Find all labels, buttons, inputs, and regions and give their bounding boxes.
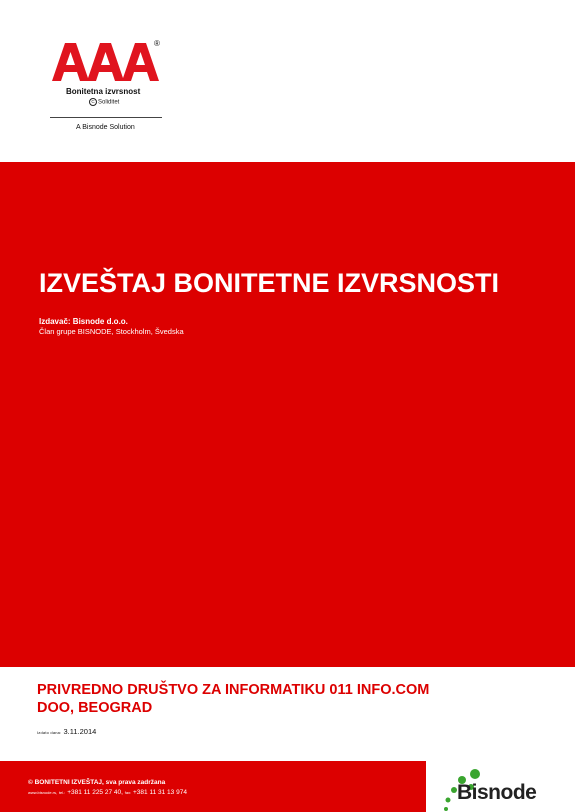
issued-date-line [37, 727, 96, 736]
soliditet-c-icon: C [89, 98, 97, 106]
footer-tel: +381 11 225 27 40, [67, 789, 123, 796]
aaa-logo-icon [50, 38, 162, 84]
logo-divider [50, 117, 162, 118]
company-name [37, 681, 557, 717]
footer-tel-label: tel.: [58, 790, 66, 795]
footer-band [0, 761, 426, 812]
footer-fax-label: fax: [124, 790, 132, 795]
publisher-line: Izdavač: Bisnode d.o.o. [39, 317, 128, 326]
title-band [0, 162, 575, 667]
footer-website: www.bisnode.rs, [28, 790, 58, 795]
logo-brand-text: Bonitetna izvrsnost [66, 87, 141, 96]
registered-mark: ® [154, 39, 160, 48]
footer-copyright: © BONITETNI IZVEŠTAJ, sva prava zadržana [28, 779, 166, 786]
bisnode-logo-text: Bisnode [457, 781, 537, 804]
company-name-line1: PRIVREDNO DRUŠTVO ZA INFORMATIKU 011 INFO.COM [37, 682, 430, 698]
bisnode-logo [426, 761, 575, 812]
footer-contact [28, 789, 187, 796]
footer-fax: +381 11 31 13 974 [133, 789, 187, 796]
member-line: Član grupe BISNODE, Stockholm, Švedska [39, 327, 184, 336]
company-name-line2: DOO, BEOGRAD [37, 700, 153, 716]
issued-label: Izdato dana: [37, 730, 62, 735]
logo-bisnode-solution: A Bisnode Solution [76, 124, 135, 131]
issued-date: 3.11.2014 [63, 727, 97, 736]
logo-soliditet: C Soliditet [89, 98, 119, 106]
report-title: IZVEŠTAJ BONITETNE IZVRSNOSTI [39, 268, 500, 298]
